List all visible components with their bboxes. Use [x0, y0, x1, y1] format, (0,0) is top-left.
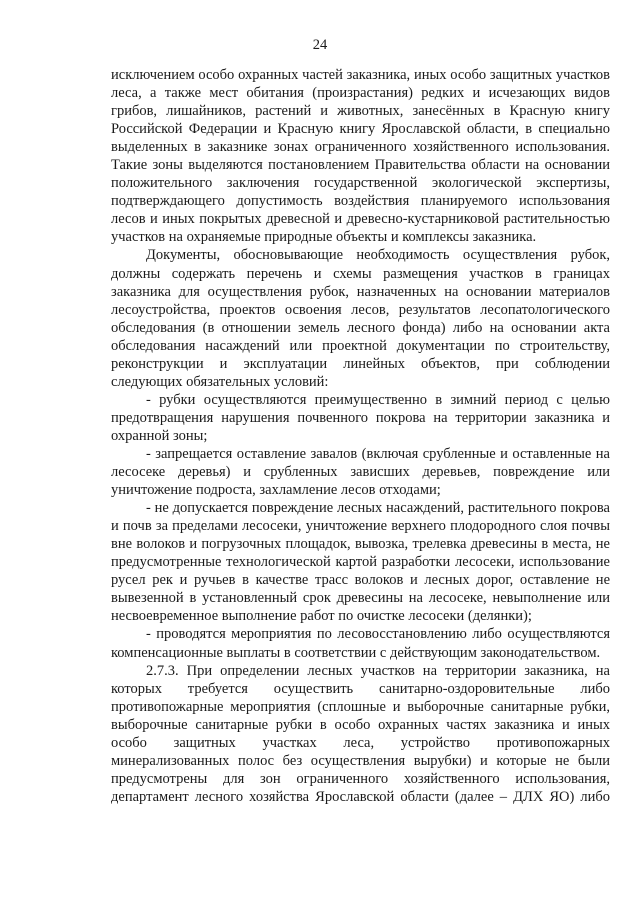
page-number: 24 [312, 37, 328, 53]
paragraph-continuation: исключением особо охранных частей заказника, иных особо защитных участков леса, а также мест обитания (произрастания) редких и исчезающих видов грибов, лишайников, растений и животных, занесённых в Красную книгу Российской Федерации и Красную книгу Ярославской области, в специально выделенных в заказнике зонах ограниченного хозяйственного использования. Такие зоны выделяются постановлением Правительства области на основании положительного заключения государственной экологической экспертизы, подтверждающего допустимость воздействия планируемого использования лесов и иных покрытых древесной и древесно-кустарниковой растительностью участков на охраняемые природные объекты и комплексы заказника. [111, 67, 610, 246]
list-item-reforestation: - проводятся мероприятия по лесовосстановлению либо осуществляются компенсационные выплаты в соответствии с действующим законодательством. [111, 626, 610, 661]
document-body [111, 66, 610, 806]
list-item-damage-prohibition: - не допускается повреждение лесных насаждений, растительного покрова и почв за пределами лесосеки, уничтожение верхнего плодородного слоя почвы вне волоков и погрузочных площадок, вывозка, трелевка древесины в места, не предусмотренные технологической картой разработки лесосеки, использование русел рек и ручьев в качестве трасс волоков и лесных дорог, оставление не вывезенной в установленный срок древесины на лесосеке, невыполнение или несвоевременное выполнение работ по очистке лесосеки (делянки); [111, 500, 610, 625]
paragraph-section-2-7-3: 2.7.3. При определении лесных участков на территории заказника, на которых требуется осуществить санитарно-оздоровительные либо противопожарные мероприятия (сплошные и выборочные санитарные рубки, выборочные санитарные рубки в особо охранных частях заказника и иных особо защитных участках леса, устройство противопожарных минерализованных полос без осуществления вырубки) и которые не были предусмотрены для зон ограниченного хозяйственного использования, департамент лесного хозяйства Ярославской области (далее – ДЛХ ЯО) либо [111, 662, 610, 805]
paragraph-documents: Документы, обосновывающие необходимость осуществления рубок, должны содержать перечень и схемы размещения участков в границах заказника для осуществления рубок, назначенных на основании материалов лесоустройства, проектов освоения лесов, результатов лесопатологического обследования (в отношении земель лесного фонда) либо на основании акта обследования насаждений или проектной документации по строительству, реконструкции и эксплуатации линейных объектов, при соблюдении следующих обязательных условий: [111, 247, 610, 390]
list-item-debris-prohibition: - запрещается оставление завалов (включая срубленные и оставленные на лесосеке деревья) и срубленных зависших деревьев, повреждение или уничтожение подроста, захламление лесов отходами; [111, 445, 610, 499]
list-item-winter-felling: - рубки осуществляются преимущественно в зимний период с целью предотвращения нарушения почвенного покрова на территории заказника и охранной зоны; [111, 391, 610, 444]
